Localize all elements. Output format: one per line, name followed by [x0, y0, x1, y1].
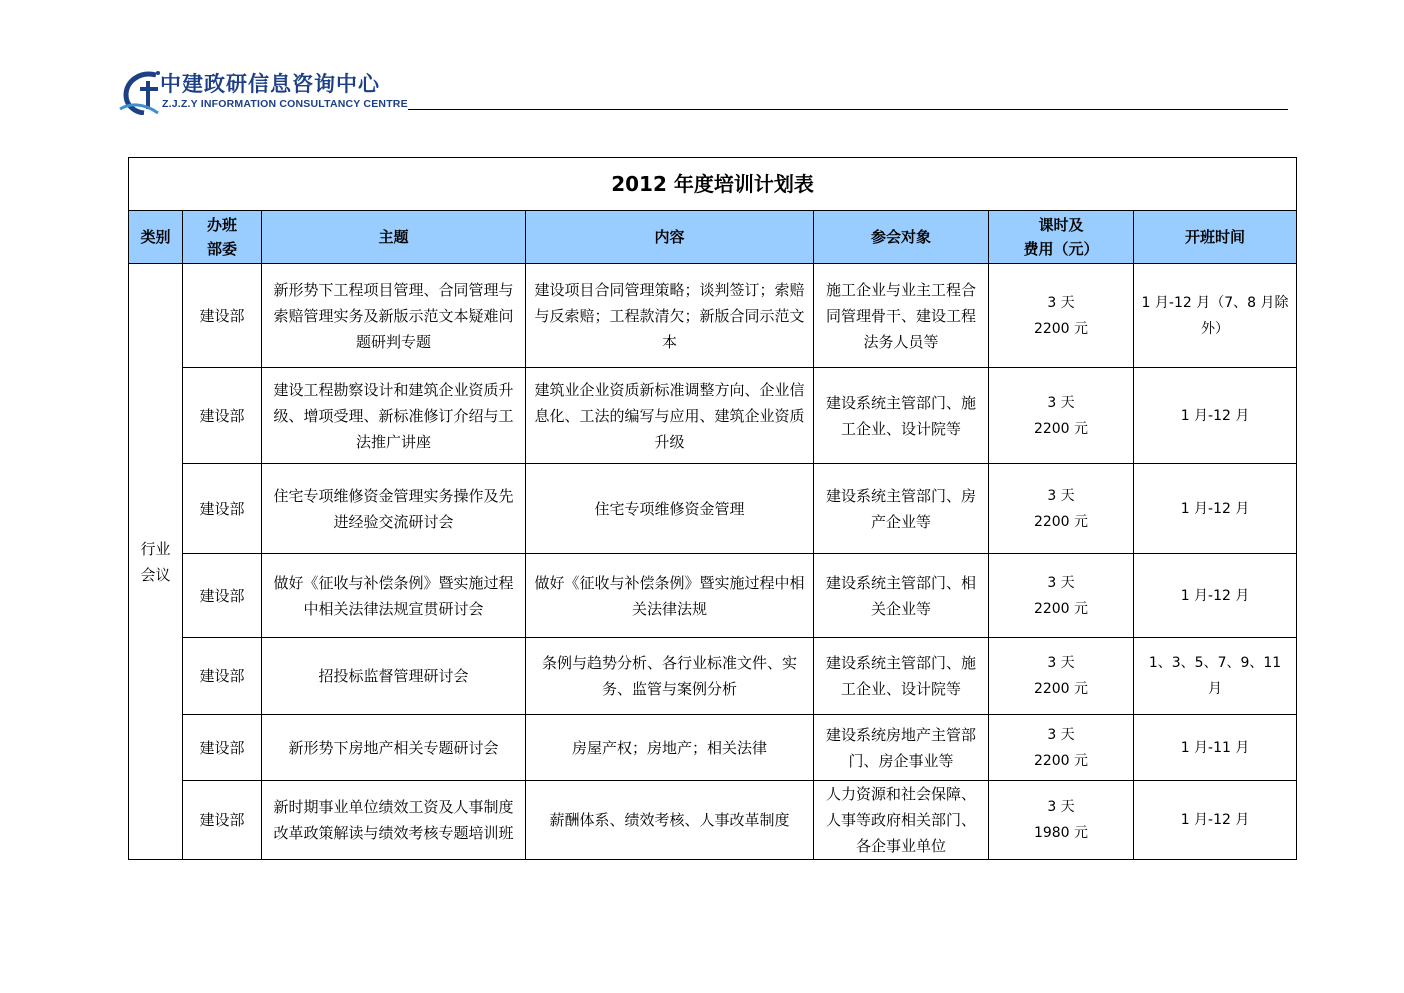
fee-cell — [989, 264, 1134, 368]
page-header — [118, 66, 1288, 116]
column-header-fee-line2: 费用（元） — [1023, 240, 1099, 258]
column-header-fee — [989, 211, 1134, 264]
audience-cell: 建设系统主管部门、施工企业、设计院等 — [814, 368, 989, 464]
content-cell: 建筑业企业资质新标准调整方向、企业信息化、工法的编写与应用、建筑企业资质升级 — [526, 368, 814, 464]
column-header-audience: 参会对象 — [814, 211, 989, 264]
content-cell: 薪酬体系、绩效考核、人事改革制度 — [526, 781, 814, 860]
time-cell: 1、3、5、7、9、11 月 — [1134, 638, 1297, 715]
topic-cell: 新形势下房地产相关专题研讨会 — [262, 715, 526, 781]
table-row — [129, 638, 1297, 715]
table-title: 2012 年度培训计划表 — [129, 158, 1297, 211]
column-header-time: 开班时间 — [1134, 211, 1297, 264]
dept-cell: 建设部 — [183, 464, 262, 554]
fee-value: 2200 元 — [1033, 600, 1089, 617]
category-line2: 会议 — [140, 565, 171, 584]
topic-cell: 招投标监督管理研讨会 — [262, 638, 526, 715]
logo-icon — [118, 69, 162, 115]
logo-chinese-name: 中建政研信息咨询中心 — [160, 72, 380, 96]
column-header-category: 类别 — [129, 211, 183, 264]
days-value: 3 天 — [1047, 394, 1075, 411]
table-row — [129, 368, 1297, 464]
time-cell: 1 月-12 月 — [1134, 464, 1297, 554]
days-value: 3 天 — [1047, 799, 1075, 815]
fee-cell — [989, 781, 1134, 860]
days-value: 3 天 — [1047, 655, 1075, 671]
topic-cell: 新时期事业单位绩效工资及人事制度改革政策解读与绩效考核专题培训班 — [262, 781, 526, 860]
column-header-topic: 主题 — [262, 211, 526, 264]
column-header-dept — [183, 211, 262, 264]
audience-cell: 人力资源和社会保障、人事等政府相关部门、各企事业单位 — [814, 781, 989, 860]
audience-cell: 施工企业与业主工程合同管理骨干、建设工程法务人员等 — [814, 264, 989, 368]
fee-value: 2200 元 — [1033, 320, 1089, 337]
table-row — [129, 715, 1297, 781]
fee-value: 2200 元 — [1033, 420, 1089, 437]
fee-cell — [989, 715, 1134, 781]
time-cell: 1 月-11 月 — [1134, 715, 1297, 781]
dept-cell: 建设部 — [183, 264, 262, 368]
header-divider — [408, 109, 1288, 110]
time-cell: 1 月-12 月 — [1134, 554, 1297, 638]
time-cell: 1 月-12 月 — [1134, 781, 1297, 860]
content-cell: 建设项目合同管理策略；谈判签订；索赔与反索赔；工程款清欠；新版合同示范文本 — [526, 264, 814, 368]
topic-cell: 住宅专项维修资金管理实务操作及先进经验交流研讨会 — [262, 464, 526, 554]
content-cell: 做好《征收与补偿条例》暨实施过程中相关法律法规 — [526, 554, 814, 638]
fee-value: 1980 元 — [1033, 825, 1089, 841]
days-value: 3 天 — [1047, 726, 1075, 743]
topic-cell: 新形势下工程项目管理、合同管理与索赔管理实务及新版示范文本疑难问题研判专题 — [262, 264, 526, 368]
fee-value: 2200 元 — [1033, 513, 1089, 530]
column-header-dept-line2: 部委 — [206, 240, 237, 258]
dept-cell: 建设部 — [183, 554, 262, 638]
days-value: 3 天 — [1047, 294, 1075, 311]
logo-english-name: Z.J.Z.Y INFORMATION CONSULTANCY CENTRE — [162, 98, 408, 110]
content-cell: 住宅专项维修资金管理 — [526, 464, 814, 554]
time-cell: 1 月-12 月（7、8 月除外） — [1134, 264, 1297, 368]
table-header-row — [129, 211, 1297, 264]
content-cell: 条例与趋势分析、各行业标准文件、实务、监管与案例分析 — [526, 638, 814, 715]
table-row — [129, 554, 1297, 638]
fee-value: 2200 元 — [1033, 752, 1089, 769]
dept-cell: 建设部 — [183, 368, 262, 464]
days-value: 3 天 — [1047, 574, 1075, 591]
topic-cell: 建设工程勘察设计和建筑企业资质升级、增项受理、新标准修订介绍与工法推广讲座 — [262, 368, 526, 464]
time-cell: 1 月-12 月 — [1134, 368, 1297, 464]
days-value: 3 天 — [1047, 487, 1075, 504]
table-row — [129, 781, 1297, 860]
training-plan-table — [128, 157, 1297, 860]
audience-cell: 建设系统主管部门、施工企业、设计院等 — [814, 638, 989, 715]
audience-cell: 建设系统主管部门、房产企业等 — [814, 464, 989, 554]
content-cell: 房屋产权；房地产；相关法律 — [526, 715, 814, 781]
column-header-content: 内容 — [526, 211, 814, 264]
fee-value: 2200 元 — [1033, 681, 1089, 697]
category-line1: 行业 — [140, 539, 171, 558]
dept-cell: 建设部 — [183, 638, 262, 715]
fee-cell — [989, 464, 1134, 554]
fee-cell — [989, 638, 1134, 715]
fee-cell — [989, 554, 1134, 638]
table-row — [129, 264, 1297, 368]
table-row — [129, 464, 1297, 554]
audience-cell: 建设系统主管部门、相关企业等 — [814, 554, 989, 638]
category-cell — [129, 264, 183, 860]
dept-cell: 建设部 — [183, 715, 262, 781]
dept-cell: 建设部 — [183, 781, 262, 860]
column-header-fee-line1: 课时及 — [1038, 216, 1084, 234]
audience-cell: 建设系统房地产主管部门、房企事业等 — [814, 715, 989, 781]
column-header-dept-line1: 办班 — [206, 216, 237, 234]
topic-cell: 做好《征收与补偿条例》暨实施过程中相关法律法规宣贯研讨会 — [262, 554, 526, 638]
fee-cell — [989, 368, 1134, 464]
